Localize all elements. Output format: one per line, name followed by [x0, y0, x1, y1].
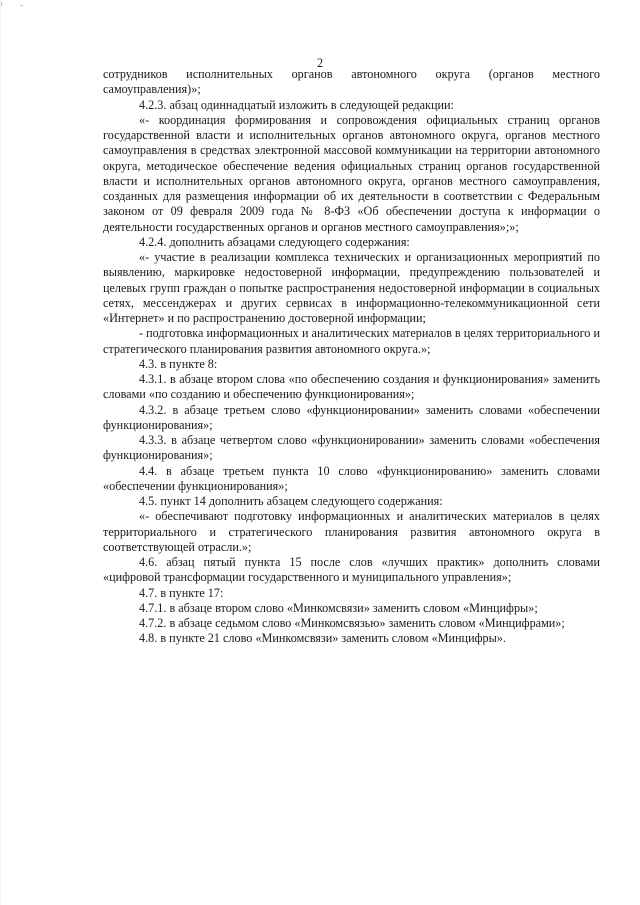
paragraph: 4.2.3. абзац одиннадцатый изложить в следующей редакции: [139, 97, 454, 112]
scan-mark [20, 5, 23, 6]
paragraph: сотрудников исполнительных органов автономного округа (органов местного самоуправления)»; [103, 67, 600, 97]
paragraph: 4.3. в пункте 8: [139, 356, 218, 371]
paragraph: 4.8. в пункте 21 слово «Минкомсвязи» заменить словом «Минцифры». [139, 631, 506, 646]
paragraph: 4.3.3. в абзаце четвертом слово «функционировании» заменить словами «обеспечения функционирования»; [103, 433, 600, 463]
paragraph: 4.7.1. в абзаце втором слово «Минкомсвязи» заменить словом «Минцифры»; [139, 600, 538, 615]
paragraph: 4.3.2. в абзаце третьем слово «функционировании» заменить словами «обеспечении функционирования»; [103, 402, 600, 432]
document-body [103, 67, 600, 647]
page-number: 2 [316, 56, 324, 70]
scan-mark [1, 2, 2, 6]
paragraph: 4.6. абзац пятый пункта 15 после слов «лучших практик» дополнить словами «цифровой трансформации государственного и муниципального управления»; [103, 555, 600, 585]
paragraph: - подготовка информационных и аналитических материалов в целях территориального и стратегического планирования развития автономного округа.»; [103, 326, 600, 356]
paragraph: 4.7. в пункте 17: [139, 585, 224, 600]
paragraph: 4.4. в абзаце третьем пункта 10 слово «функционированию» заменить словами «обеспечении функционирования»; [103, 463, 600, 493]
paragraph: 4.3.1. в абзаце втором слова «по обеспечению создания и функционирования» заменить словами «по созданию и обеспечению функционирования»; [103, 372, 600, 402]
paragraph: 4.5. пункт 14 дополнить абзацем следующего содержания: [139, 494, 443, 508]
paragraph: 4.2.4. дополнить абзацами следующего содержания: [139, 234, 410, 249]
paragraph: «- участие в реализации комплекса технических и организационных мероприятий по выявлению, маркировке недостоверной информации, предупреждению пользователей и целевых групп граждан о попытке распространения недостоверной информации в социальных сетях, мессенджерах и других сервисах в информационно-телекоммуникационной сети «Интернет» и по распространению достоверной информации; [103, 250, 600, 325]
paragraph: «- обеспечивают подготовку информационных и аналитических материалов в целях территориального и стратегического планирования развития автономного округа в соответствующей отрасли.»; [103, 509, 600, 554]
paragraph: «- координация формирования и сопровождения официальных страниц органов государственной власти и исполнительных органов автономного округа, органов местного самоуправления в средствах электронной массовой коммуникации на территории автономного округа, методическое обеспечение ведения официальных страниц органов государственной власти и исполнительных органов автономного округа, органов местного самоуправления, созданных для размещения информации об их деятельности в соответствии с Федеральным законом от 09 февраля 2009 года № 8-ФЗ «Об обеспечении доступа к информации о деятельности государственных органов и органов местного самоуправления»;»; [103, 112, 600, 234]
page-edge [0, 0, 1, 905]
paragraph: 4.7.2. в абзаце седьмом слово «Минкомсвязью» заменить словом «Минцифрами»; [139, 616, 565, 630]
